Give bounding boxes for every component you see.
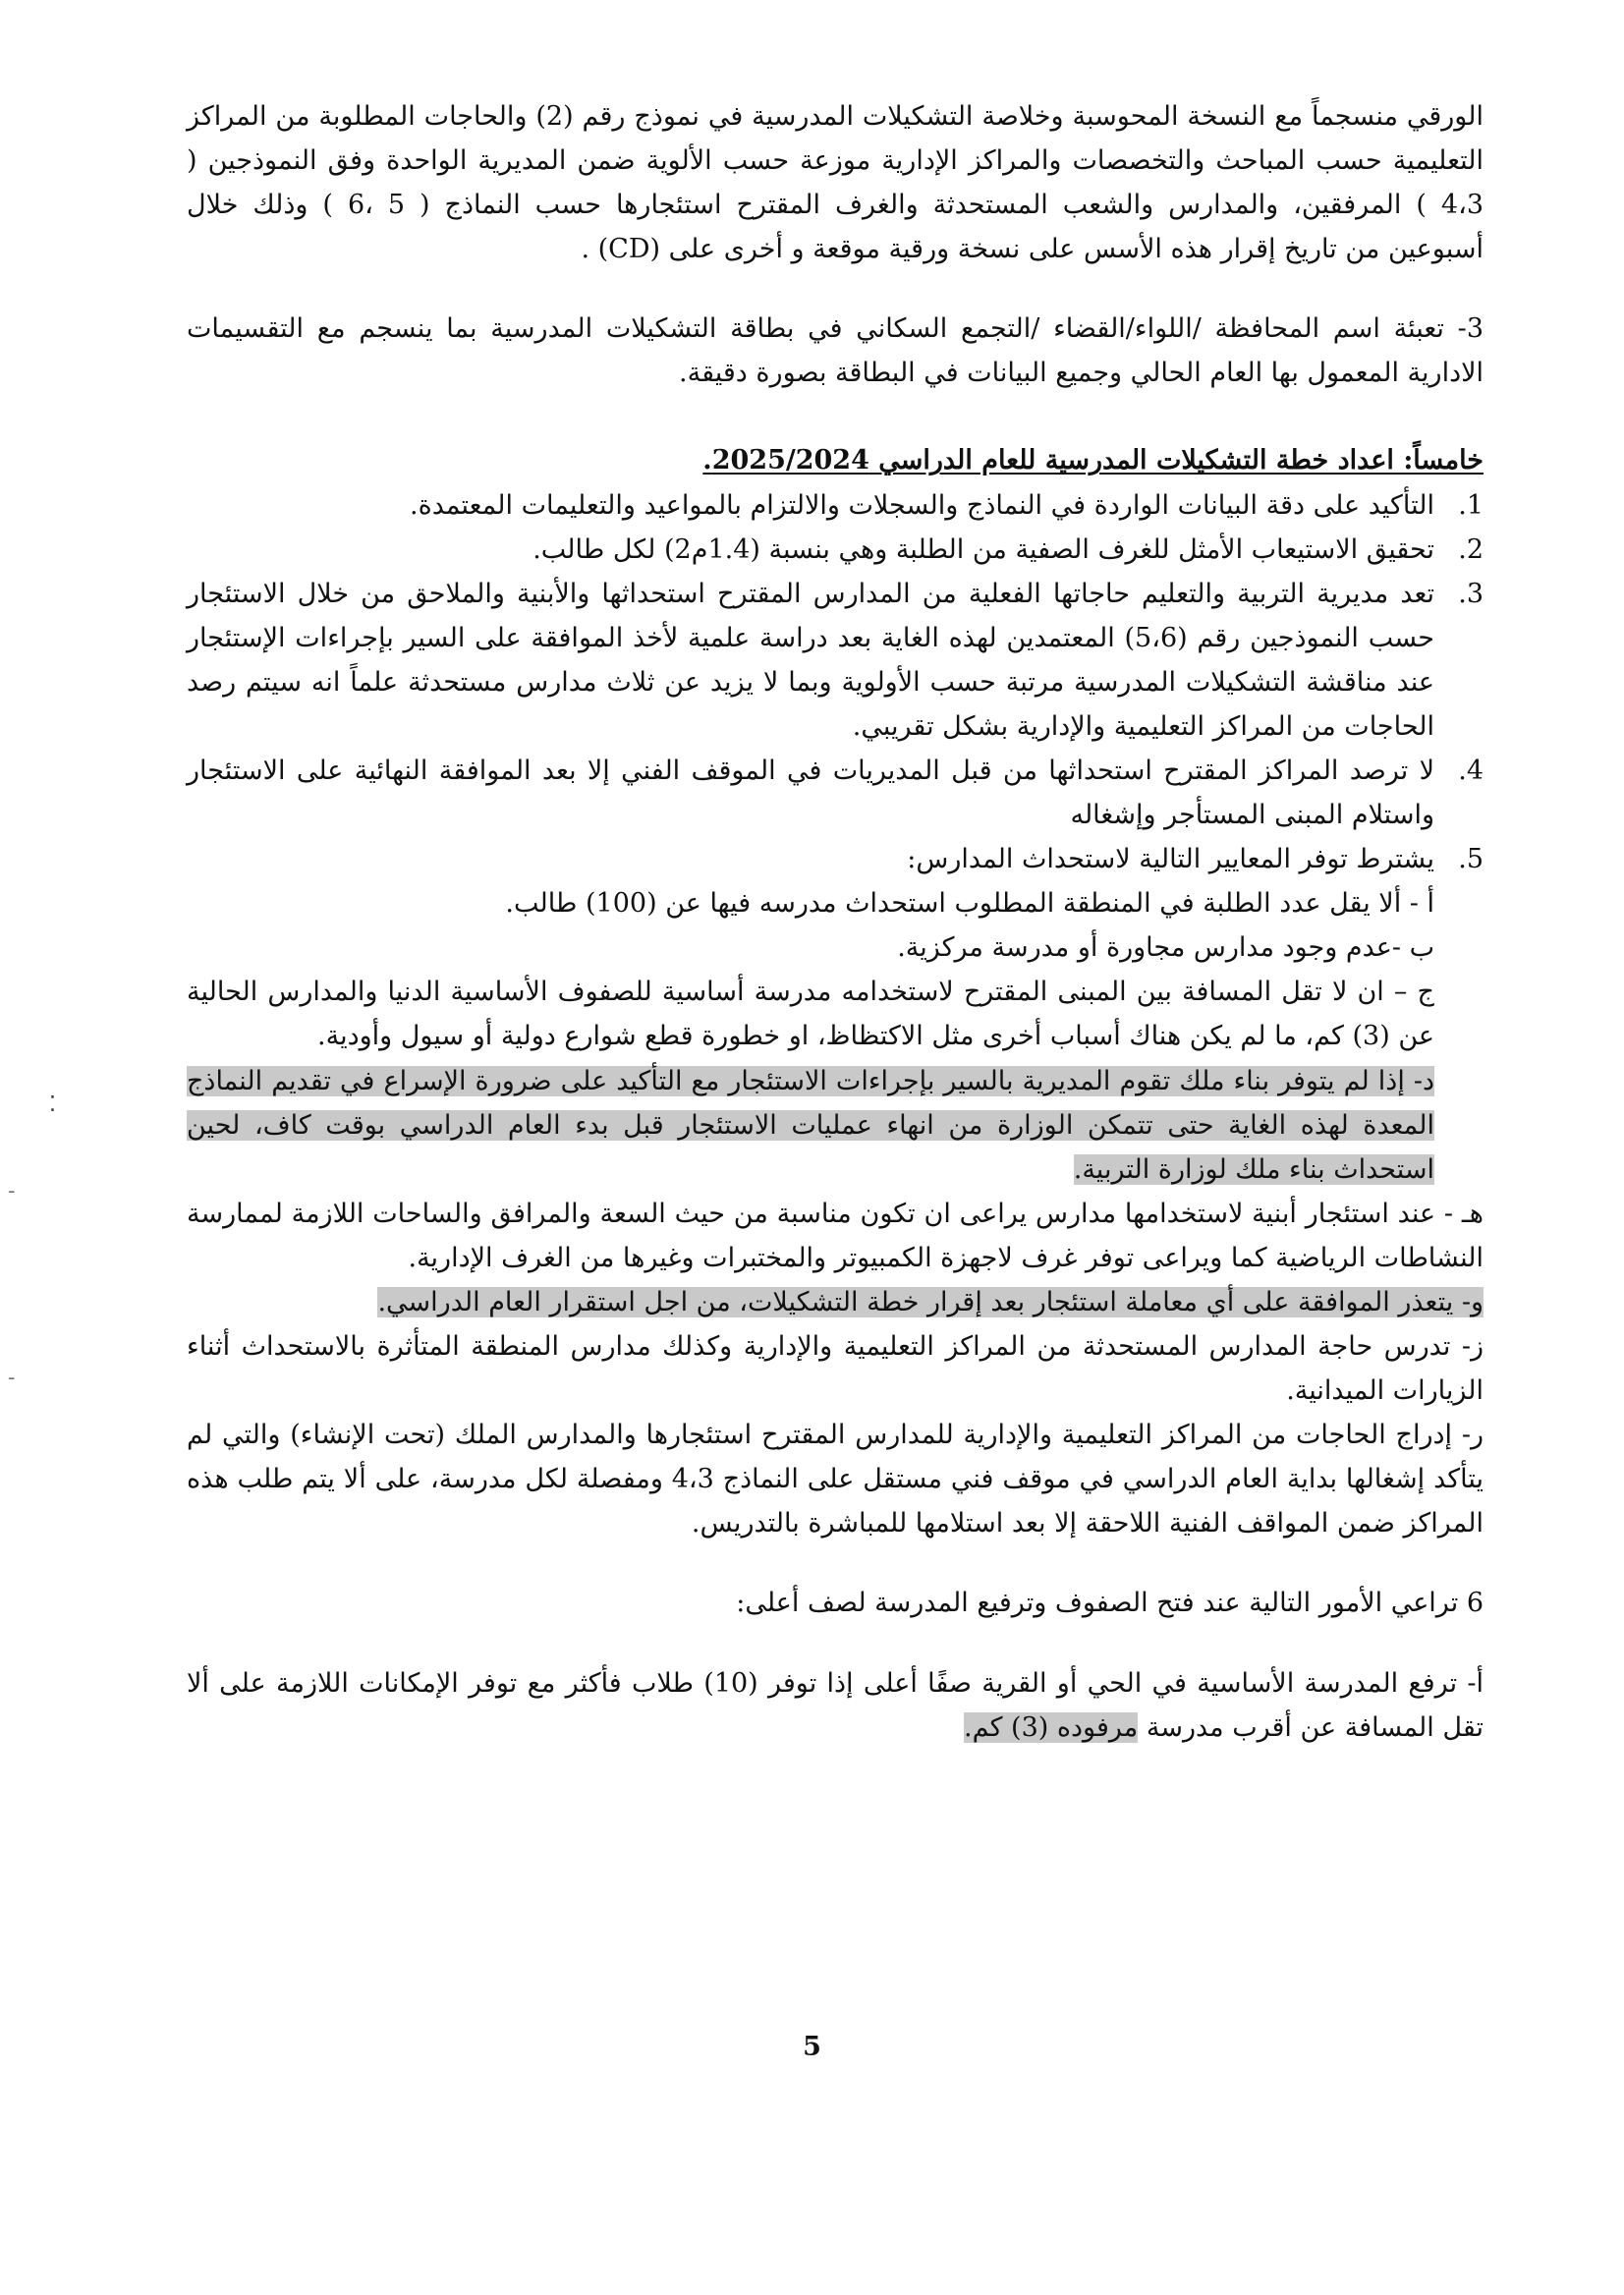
list-number: 3. (1458, 578, 1484, 609)
section-heading: خامساً: اعداد خطة التشكيلات المدرسية للعام الدراسي 2025/2024. (702, 445, 1484, 476)
list-item (187, 749, 1484, 837)
scan-mark: - (8, 1366, 16, 1390)
list-item (187, 572, 1484, 749)
intro-paragraph: الورقي منسجماً مع النسخة المحوسبة وخلاصة التشكيلات المدرسية في نموذج رقم (2) والحاجات المطلوبة من المراكز التعليمية حسب المباحث والتخصصات والمراكز الإدارية موزعة حسب الألوية ضمن المديرية الواحدة وفق النموذجين ( 4،3 ) المرفقين، والمدارس والشعب المستحدثة والغرف المقترح استئجارها حسب النماذج ( 5 ،6 ) وذلك خلال أسبوعين من تاريخ إقرار هذه الأسس على نسخة ورقية موقعة و أخرى على (CD) . (187, 101, 1484, 265)
intro-item-3: 3- تعبئة اسم المحافظة /اللواء/القضاء /التجمع السكاني في بطاقة التشكيلات المدرسية بما ينسجم مع التقسيمات الادارية المعمول بها العام الحالي وجميع البيانات في البطاقة بصورة دقيقة. (187, 313, 1484, 389)
list-text: تعد مديرية التربية والتعليم حاجاتها الفعلية من المدارس المقترح استحداثها والأبنية والملاحق من خلال الاستئجار حسب النموذجين رقم (5،6) المعتمدين لهذه الغاية بعد دراسة علمية لأخذ الموافقة على السير بإجراءات الإستئجار عند مناقشة التشكيلات المدرسية مرتبة حسب الأولوية وبما لا يزيد عن ثلاث مدارس مستحدثة علماً انه سيتم رصد الحاجات من المراكز التعليمية والإدارية بشكل تقريبي. (187, 578, 1434, 742)
highlighted-text: د- إذا لم يتوفر بناء ملك تقوم المديرية بالسير بإجراءات الاستئجار مع التأكيد على ضرورة الإسراع في تقديم النماذج المعدة لهذه الغاية حتى تتمكن الوزارة من انهاء عمليات الاستئجار قبل بدء العام الدراسي بوقت كاف، لحين استحداث بناء ملك لوزارة التربية. (187, 1065, 1434, 1185)
list-number: 5. (1458, 844, 1484, 875)
list-number: 1. (1458, 489, 1484, 521)
highlighted-text: مرفوده (3) كم. (964, 1711, 1139, 1743)
list-text: لا ترصد المراكز المقترح استحداثها من قبل المديريات في الموقف الفني إلا بعد الموافقة النهائية على الاستئجار واستلام المبنى المستأجر وإشغاله (187, 756, 1434, 831)
item-6a-text: أ- ترفع المدرسة الأساسية في الحي أو القرية صفًا أعلى إذا توفر (10) طلاب فأكثر مع توفر الإمكانات اللازمة على ألا تقل المسافة عن أقرب مدرسة (187, 1667, 1484, 1743)
criterion-h: ر- إدراج الحاجات من المراكز التعليمية والإدارية للمدارس المقترح استئجارها والمدارس الملك (تحت الإنشاء) والتي لم يتأكد إشغالها بداية العام الدراسي في موقف فني مستقل على النماذج 4،3 ومفصلة لكل مدرسة، على ألا يتم طلب هذه المراكز ضمن المواقف الفنية اللاحقة إلا بعد استلامها للمباشرة بالتدريس. (187, 1420, 1484, 1539)
criterion-e: هـ - عند استئجار أبنية لاستخدامها مدارس يراعى ان تكون مناسبة من حيث السعة والمرافق والساحات اللازمة لممارسة النشاطات الرياضية كما ويراعى توفر غرف لاجهزة الكمبيوتر والمختبرات وغيرها من الغرف الإدارية. (187, 1198, 1484, 1273)
item-6a (187, 1661, 1484, 1750)
list-text: التأكيد على دقة البيانات الواردة في النماذج والسجلات والالتزام بالمواعيد والتعليمات المعتمدة. (409, 489, 1434, 521)
numbered-list (187, 483, 1484, 882)
list-number: 2. (1458, 533, 1484, 565)
list-text: يشترط توفر المعايير التالية لاستحداث المدارس: (907, 844, 1434, 875)
highlighted-text: و- يتعذر الموافقة على أي معاملة استئجار بعد إقرار خطة التشكيلات، من اجل استقرار العام الدراسي. (377, 1286, 1484, 1317)
criterion-a: أ - ألا يقل عدد الطلبة في المنطقة المطلوب استحداث مدرسه فيها عن (100) طالب. (505, 888, 1434, 920)
scan-mark: ⁚ (49, 1092, 56, 1117)
list-item (187, 528, 1484, 572)
criterion-g: ز- تدرس حاجة المدارس المستحدثة من المراكز التعليمية والإدارية وكذلك مدارس المنطقة المتأثرة بالاستحداث أثناء الزيارات الميدانية. (187, 1331, 1484, 1407)
criterion-d (187, 1059, 1434, 1192)
list-text: تحقيق الاستيعاب الأمثل للغرف الصفية من الطلبة وهي بنسبة (1.4م2) لكل طالب. (532, 533, 1434, 565)
scan-mark: - (8, 1179, 16, 1203)
intro-section (187, 94, 1484, 395)
list-item (187, 483, 1484, 528)
criterion-c: ج – ان لا تقل المسافة بين المبنى المقترح لاستخدامه مدرسة أساسية للصفوف الأساسية الدنيا والمدارس الحالية عن (3) كم، ما لم يكن هناك أسباب أخرى مثل الاكتظاظ، او خطورة قطع شوارع دولية أو سيول وأودية. (187, 977, 1434, 1052)
criterion-b: ب -عدم وجود مدارس مجاورة أو مدرسة مركزية. (897, 932, 1434, 964)
list-item-6: 6 تراعي الأمور التالية عند فتح الصفوف وترفيع المدرسة لصف أعلى: (736, 1588, 1484, 1619)
document-body (187, 94, 1484, 1750)
list-number: 4. (1458, 756, 1484, 787)
criteria-list (187, 881, 1484, 1192)
criterion-f (187, 1280, 1484, 1324)
page-number: 5 (803, 2032, 821, 2062)
list-item (187, 837, 1484, 881)
